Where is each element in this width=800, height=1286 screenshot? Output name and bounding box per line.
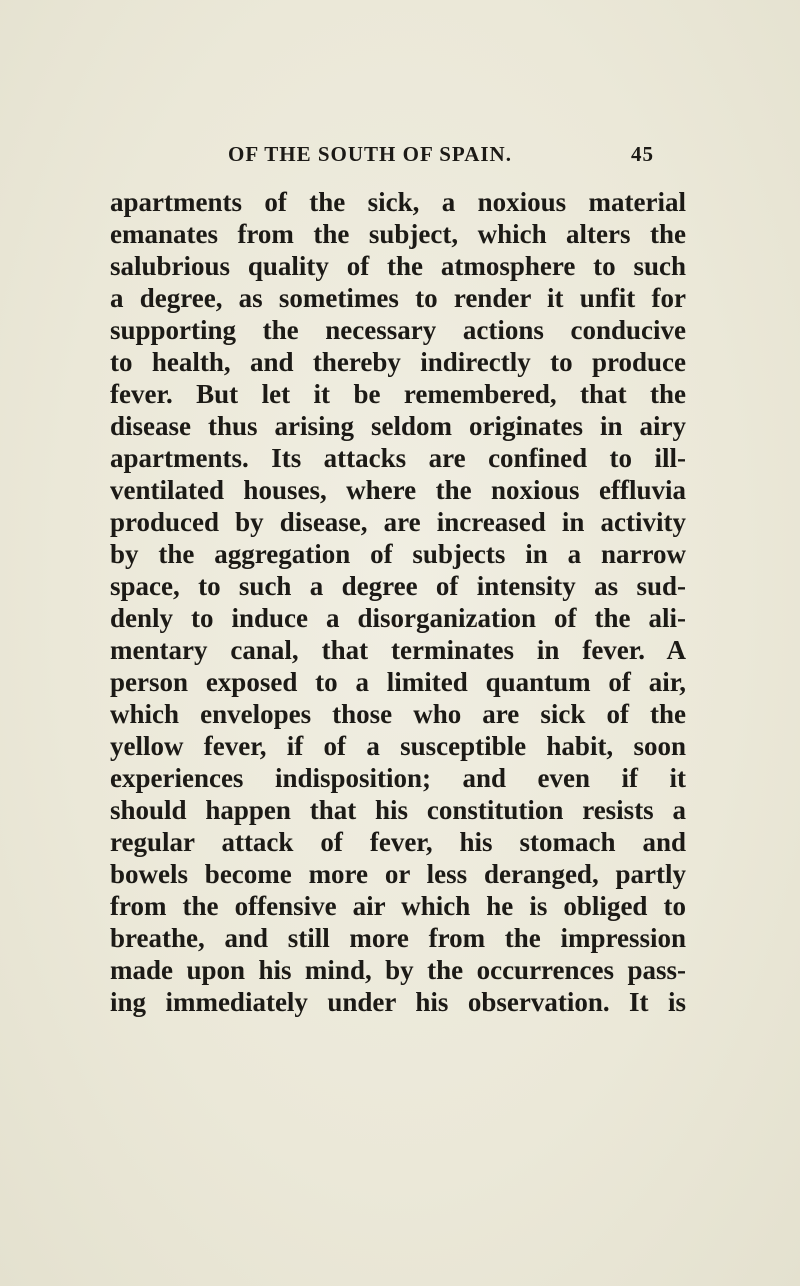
text-line: regular attack of fever, his stomach and bbox=[110, 827, 686, 857]
text-line: breathe, and still more from the impression bbox=[110, 923, 686, 953]
text-line: person exposed to a limited quantum of air, bbox=[110, 667, 686, 697]
body-text bbox=[110, 186, 686, 1018]
text-line: bowels become more or less deranged, partly bbox=[110, 859, 686, 889]
text-line: to health, and thereby indirectly to produce bbox=[110, 347, 686, 377]
text-line: a degree, as sometimes to render it unfit for bbox=[110, 283, 686, 313]
text-line: space, to such a degree of intensity as sud- bbox=[110, 571, 686, 601]
text-line: which envelopes those who are sick of the bbox=[110, 699, 686, 729]
text-line: from the offensive air which he is obliged to bbox=[110, 891, 686, 921]
text-line: ing immediately under his observation. It is bbox=[110, 987, 686, 1017]
text-line: yellow fever, if of a susceptible habit, soon bbox=[110, 731, 686, 761]
text-line: salubrious quality of the atmosphere to such bbox=[110, 251, 686, 281]
text-line: denly to induce a disorganization of the ali- bbox=[110, 603, 686, 633]
text-line: mentary canal, that terminates in fever. A bbox=[110, 635, 686, 665]
text-line: ventilated houses, where the noxious effluvia bbox=[110, 475, 686, 505]
text-line: experiences indisposition; and even if it bbox=[110, 763, 686, 793]
text-line: fever. But let it be remembered, that the bbox=[110, 379, 686, 409]
text-line: made upon his mind, by the occurrences pass- bbox=[110, 955, 686, 985]
running-head-title: OF THE SOUTH OF SPAIN. bbox=[228, 142, 512, 166]
page-number: 45 bbox=[631, 142, 654, 166]
text-line: produced by disease, are increased in activity bbox=[110, 507, 686, 537]
text-line: disease thus arising seldom originates in airy bbox=[110, 411, 686, 441]
running-head bbox=[228, 142, 654, 172]
text-line: emanates from the subject, which alters the bbox=[110, 219, 686, 249]
text-line: should happen that his constitution resists a bbox=[110, 795, 686, 825]
text-line: apartments of the sick, a noxious material bbox=[110, 187, 686, 217]
text-line: supporting the necessary actions conducive bbox=[110, 315, 686, 345]
text-line: apartments. Its attacks are confined to ill- bbox=[110, 443, 686, 473]
text-line: by the aggregation of subjects in a narrow bbox=[110, 539, 686, 569]
